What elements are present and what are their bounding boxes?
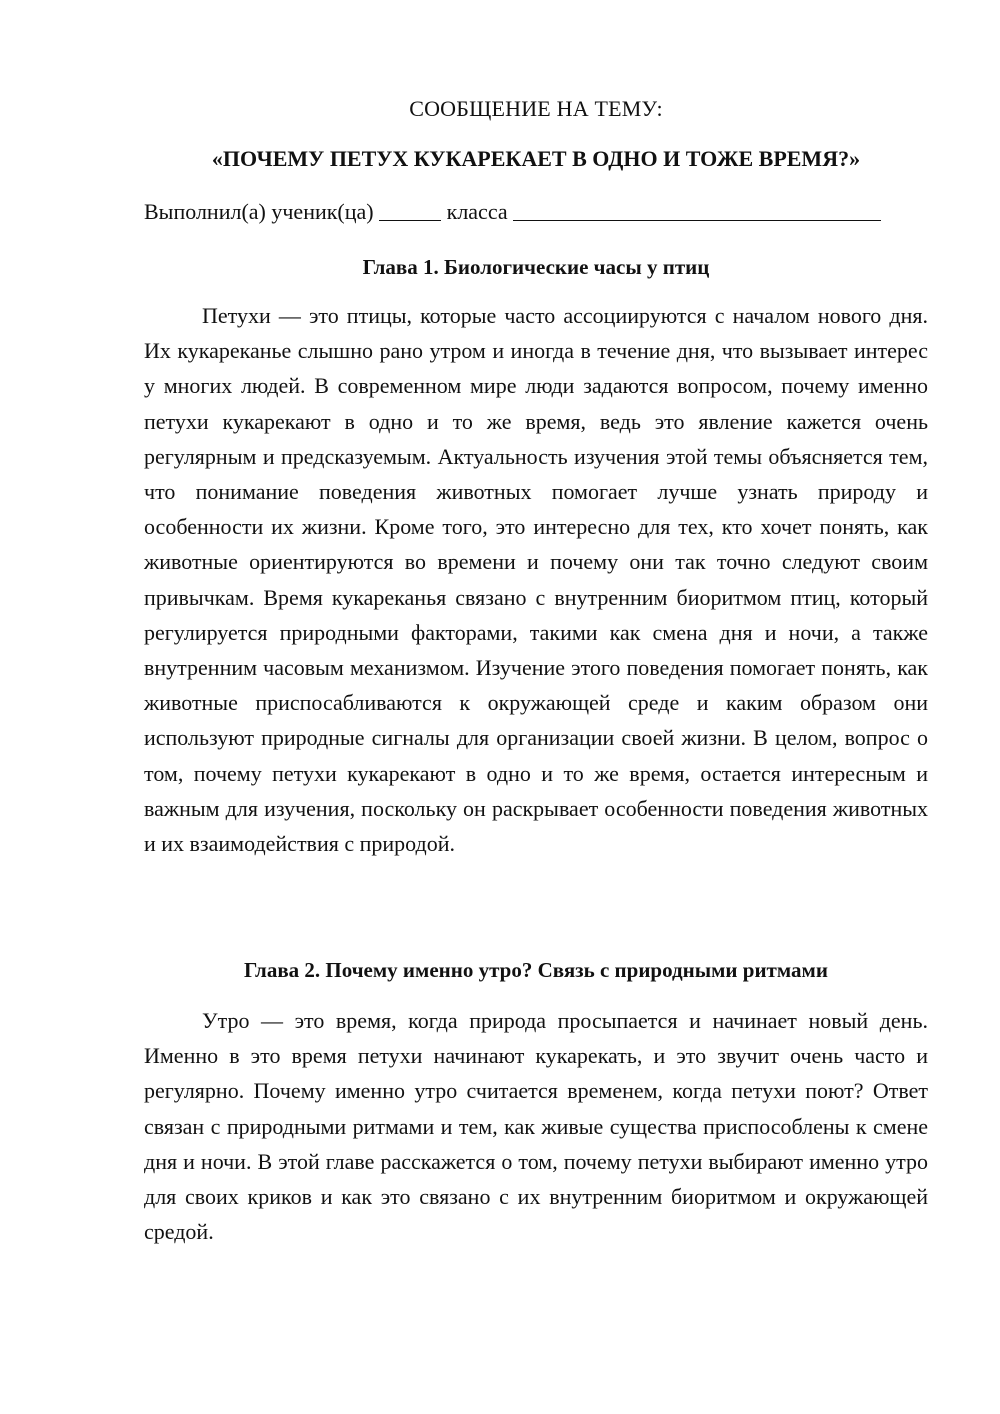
name-blank-line <box>513 198 881 221</box>
author-prefix-label: Выполнил(а) ученик(ца) <box>144 199 374 224</box>
grade-blank-line <box>379 198 441 221</box>
author-line <box>144 196 928 228</box>
report-type-heading: СООБЩЕНИЕ НА ТЕМУ: <box>409 96 663 121</box>
chapter-1-heading: Глава 1. Биологические часы у птиц <box>362 255 710 279</box>
class-label: класса <box>446 199 508 224</box>
chapter-1-paragraph: Петухи — это птицы, которые часто ассоциируются с началом нового дня. Их кукареканье слышно рано утром и иногда в течение дня, что вызывает интерес у многих людей. В современном мире люди задаются вопросом, почему именно петухи кукарекают в одно и то же время, ведь это явление кажется очень регулярным и предсказуемым. Актуальность изучения этой темы объясняется тем, что понимание поведения животных помогает лучше узнать природу и особенности их жизни. Кроме того, это интересно для тех, кто хочет понять, как животные ориентируются во времени и почему они так точно следуют своим привычкам. Время кукареканья связано с внутренним биоритмом птиц, который регулируется природными факторами, такими как смена дня и ночи, а также внутренним часовым механизмом. Изучение этого поведения помогает понять, как животные приспосабливаются к окружающей среде и каким образом они используют природные сигналы для организации своей жизни. В целом, вопрос о том, почему петухи кукарекают в одно и то же время, остается интересным и важным для изучения, поскольку он раскрывает особенности поведения животных и их взаимодействия с природой. <box>144 303 928 857</box>
report-title: «ПОЧЕМУ ПЕТУХ КУКАРЕКАЕТ В ОДНО И ТОЖЕ ВРЕМЯ?» <box>211 146 861 171</box>
chapter-2-heading: Глава 2. Почему именно утро? Связь с природными ритмами <box>244 958 828 982</box>
chapter-2-paragraph: Утро — это время, когда природа просыпается и начинает новый день. Именно в это время петухи начинают кукарекать, и это звучит очень часто и регулярно. Почему именно утро считается временем, когда петухи поют? Ответ связан с природными ритмами и тем, как живые существа приспособлены к смене дня и ночи. В этой главе расскажется о том, почему петухи выбирают именно утро для своих криков и как это связано с их внутренним биоритмом и окружающей средой. <box>144 1008 928 1245</box>
